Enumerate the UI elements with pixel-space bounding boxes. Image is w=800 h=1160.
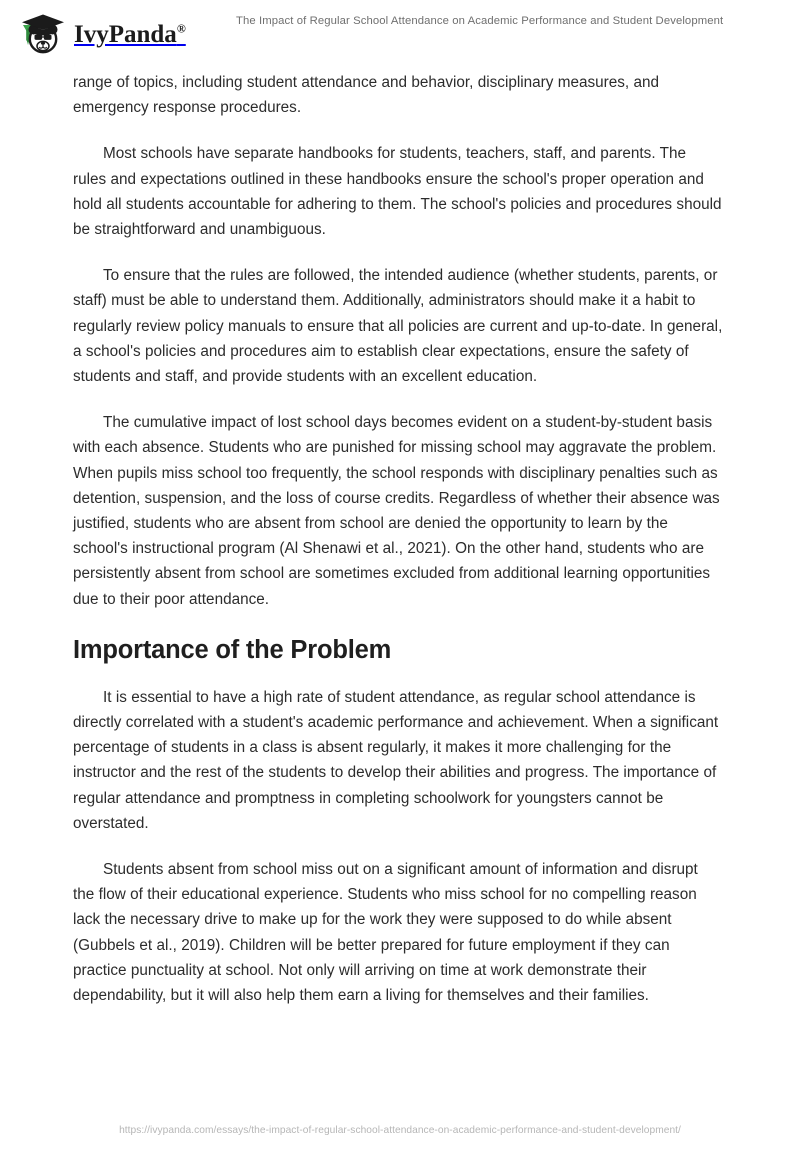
source-url[interactable]: https://ivypanda.com/essays/the-impact-of-regular-school-attendance-on-academic-performance-and-student-development/ xyxy=(119,1125,681,1136)
paragraph-attendance-rate: It is essential to have a high rate of student attendance, as regular school attendance is directly correlated with a student's academic performance and achievement. When a significant percentage of students in a class is absent regularly, it makes it more challenging for the instructor and the rest of the students to develop their abilities and progress. The importance of regular attendance and promptness in completing schoolwork for youngsters cannot be overstated. xyxy=(73,688,719,832)
ivypanda-logo-link[interactable] xyxy=(12,9,186,57)
panda-graduation-cap-logo-icon xyxy=(12,9,68,57)
page-footer xyxy=(0,1120,800,1138)
paragraph-handbooks: Most schools have separate handbooks for students, teachers, staff, and parents. The rules and expectations outlined in these handbooks ensure the school's proper operation and hold all students accountable for adhering to them. The school's policies and procedures should be straightforward and unambiguous. xyxy=(73,145,722,239)
section-heading-importance-of-the-problem: Importance of the Problem xyxy=(73,635,392,664)
brand-wordmark xyxy=(74,22,186,47)
document-title: The Impact of Regular School Attendance on Academic Performance and Student Development xyxy=(236,15,724,27)
paragraph-continuation: range of topics, including student attendance and behavior, disciplinary measures, and emergency response procedures. xyxy=(73,74,660,117)
paragraph-missing-information: Students absent from school miss out on a significant amount of information and disrupt the flow of their educational experience. Students who miss school for no compelling reason lack the necessary drive to make up for the work they were supposed to do while absent (Gubbels et al., 2019). Children will be better prepared for future employment if they can practice punctuality at school. Not only will arriving on time at work demonstrate their dependability, but it will also help them earn a living for themselves and their families. xyxy=(73,861,698,1005)
document-body xyxy=(73,70,723,1029)
brand-name-text: IvyPanda xyxy=(74,20,177,48)
paragraph-lost-school-days: The cumulative impact of lost school days becomes evident on a student-by-student basis with each absence. Students who are punished for missing school may aggravate the problem. When pupils miss school too frequently, the school responds with disciplinary penalties such as detention, suspension, and the loss of course credits. Regardless of whether their absence was justified, students who are absent from school are denied the opportunity to learn by the school's instructional program (Al Shenawi et al., 2021). On the other hand, students who are persistently absent from school are sometimes excluded from additional learning opportunities due to their poor attendance. xyxy=(73,414,720,608)
registered-trademark-symbol: ® xyxy=(176,21,186,36)
page-header xyxy=(0,0,800,62)
paragraph-rules-understanding: To ensure that the rules are followed, the intended audience (whether students, parents, or staff) must be able to understand them. Additionally, administrators should make it a habit to regularly review policy manuals to ensure that all policies are current and up-to-date. In general, a school's policies and procedures aim to establish clear expectations, ensure the safety of students and staff, and provide students with an excellent education. xyxy=(73,267,723,386)
